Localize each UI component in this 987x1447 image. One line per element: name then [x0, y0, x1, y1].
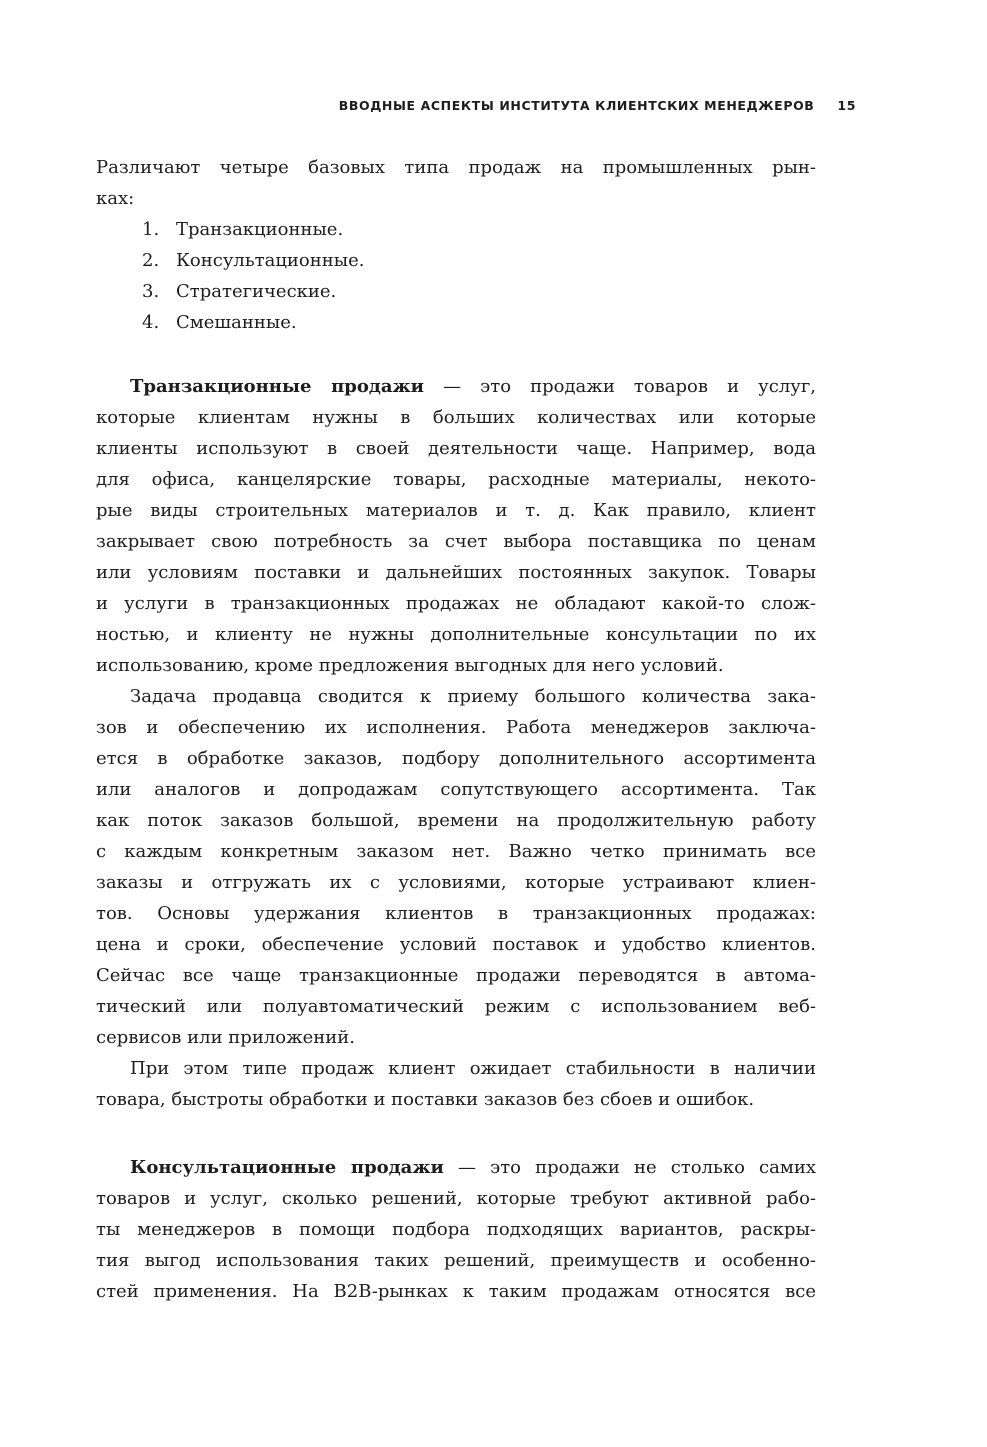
body-line: Задача продавца сводится к приему большого количества зака- — [130, 686, 816, 707]
body-line: тов. Основы удержания клиентов в транзакционных продажах: — [96, 903, 816, 924]
body-line: сервисов или приложений. — [96, 1027, 356, 1048]
list-text: Консультационные. — [176, 250, 365, 271]
list-text: Транзакционные. — [176, 219, 344, 240]
intro-line: ках: — [96, 188, 135, 209]
body-line: цена и сроки, обеспечение условий поставок и удобство клиентов. — [96, 934, 816, 955]
term-definition-start: — это продажи товаров и услуг, — [424, 376, 816, 397]
running-title: ВВОДНЫЕ АСПЕКТЫ ИНСТИТУТА КЛИЕНТСКИХ МЕНЕДЖЕРОВ — [338, 98, 815, 113]
list-number: 1. — [142, 219, 160, 240]
paragraph-first-line — [96, 1152, 816, 1183]
body-line: ется в обработке заказов, подбору дополнительного ассортимента — [96, 748, 816, 769]
paragraph-first-line — [96, 371, 816, 402]
body-line: закрывает свою потребность за счет выбора поставщика по ценам — [96, 531, 816, 552]
intro-section — [96, 152, 816, 338]
list-item — [96, 214, 816, 245]
body-line: зов и обеспечению их исполнения. Работа менеджеров заключа- — [96, 717, 816, 738]
page-number: 15 — [837, 98, 856, 113]
body-line: При этом типе продаж клиент ожидает стабильности в наличии — [130, 1058, 816, 1079]
list-number: 4. — [142, 312, 160, 333]
body-line: ты менеджеров в помощи подбора подходящих вариантов, раскры- — [96, 1219, 816, 1240]
transactional-section — [96, 371, 816, 1115]
body-line: клиенты используют в своей деятельности чаще. Например, вода — [96, 438, 816, 459]
intro-line: Различают четыре базовых типа продаж на промышленных рын- — [96, 157, 816, 178]
list-item — [96, 307, 816, 338]
body-line: ностью, и клиенту не нужны дополнительные консультации по их — [96, 624, 816, 645]
body-line: или условиям поставки и дальнейших постоянных закупок. Товары — [96, 562, 816, 583]
list-item — [96, 276, 816, 307]
body-line: и услуги в транзакционных продажах не обладают какой-то слож- — [96, 593, 816, 614]
body-line: Сейчас все чаще транзакционные продажи переводятся в автома- — [96, 965, 816, 986]
list-number: 3. — [142, 281, 160, 302]
body-line: использованию, кроме предложения выгодных для него условий. — [96, 655, 724, 676]
body-line: товаров и услуг, сколько решений, которые требуют активной рабо- — [96, 1188, 816, 1209]
body-line: с каждым конкретным заказом нет. Важно четко принимать все — [96, 841, 816, 862]
body-line: тия выгод использования таких решений, преимуществ и особенно- — [96, 1250, 816, 1271]
body-line: как поток заказов большой, времени на продолжительную работу — [96, 810, 816, 831]
body-line: заказы и отгружать их с условиями, которые устраивают клиен- — [96, 872, 816, 893]
list-text: Смешанные. — [176, 312, 297, 333]
body-line: которые клиентам нужны в больших количествах или которые — [96, 407, 816, 428]
list-item — [96, 245, 816, 276]
body-line: или аналогов и допродажам сопутствующего ассортимента. Так — [96, 779, 816, 800]
term-definition-start: — это продажи не столько самих — [443, 1157, 817, 1178]
consultative-section — [96, 1152, 816, 1307]
list-number: 2. — [142, 250, 160, 271]
body-line: рые виды строительных материалов и т. д. Как правило, клиент — [96, 500, 816, 521]
term-transactional: Транзакционные продажи — [130, 376, 425, 397]
running-header — [300, 98, 856, 113]
body-line: стей применения. На B2B-рынках к таким продажам относятся все — [96, 1281, 816, 1302]
body-line: товара, быстроты обработки и поставки заказов без сбоев и ошибок. — [96, 1089, 755, 1110]
term-consultative: Консультационные продажи — [130, 1157, 444, 1178]
body-line: тический или полуавтоматический режим с использованием веб- — [96, 996, 816, 1017]
body-line: для офиса, канцелярские товары, расходные материалы, некото- — [96, 469, 816, 490]
list-text: Стратегические. — [176, 281, 337, 302]
